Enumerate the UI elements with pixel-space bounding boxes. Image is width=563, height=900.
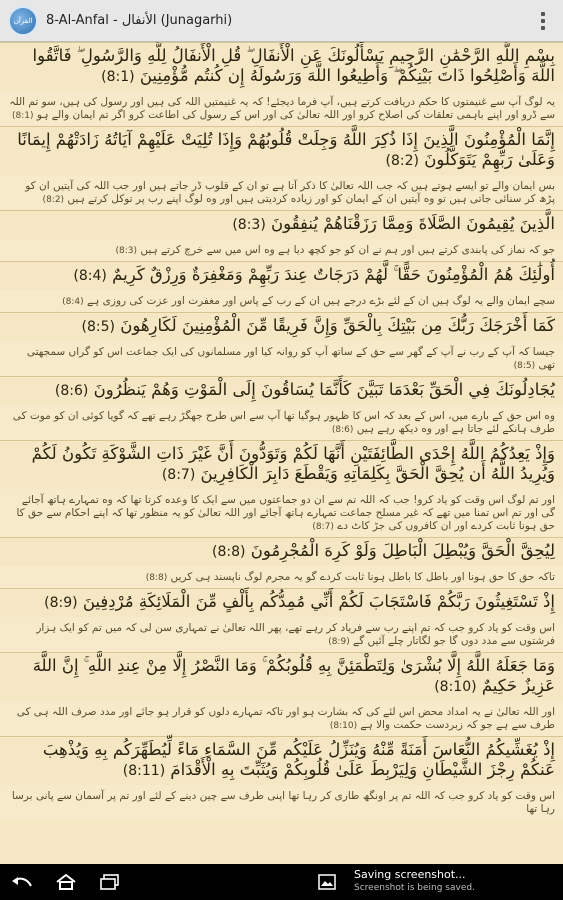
screenshot-notification[interactable] [354,868,475,894]
verse-row[interactable] [0,440,563,537]
translation-text: تاکہ حق کا حق ہونا اور باطل کا باطل ہونا ثابت کردے گو یہ مجرم لوگ ناپسند ہی کریں [170,571,555,583]
verse-number: (8:9) [44,595,78,611]
verse-row[interactable] [0,312,563,376]
verse-number: (8:11) [122,763,166,779]
overflow-menu-icon[interactable] [531,9,555,33]
verse-number: (8:6) [54,383,89,399]
urdu-translation [0,617,563,652]
action-bar [0,0,563,42]
arabic-text: لِيُحِقَّ الْحَقَّ وَيُبْطِلَ الْبَاطِلَ وَلَوْ كَرِهَ الْمُجْرِمُونَ [250,541,555,560]
verse-row[interactable] [0,261,563,312]
verse-row[interactable] [0,588,563,652]
verse-row[interactable] [0,537,563,588]
urdu-translation [0,701,563,736]
verse-row[interactable] [0,376,563,440]
translation-number: (8:6) [331,425,354,435]
verse-number: (8:3) [232,217,266,233]
arabic-text: أُولَٰئِكَ هُمُ الْمُؤْمِنُونَ حَقًّا ۚ لَّهُمْ دَرَجَاتٌ عِندَ رَبِّهِمْ وَمَغْفِرَةٌ وَرِزْقٌ كَرِيمٌ [112,265,555,284]
verse-row[interactable] [0,126,563,210]
translation-text: اور تم لوگ اس وقت کو یاد کرو! جب کہ اللہ تم سے ان دو جماعتوں میں سے ایک کا وعده کرتا تھا کہ وه تمہارے ہاتھ آجائے گی اور تم اس تمنا میں تھے کہ غیر مسلح جماعت تمہارے ہاتھ آجائے اور اللہ تعالیٰ کو یہ منظور تھا کہ اپنے احکام سے حق کا حق ہونا ثابت کردے اور ان کافروں کی جڑ کاٹ دے [16,494,555,532]
verse-row[interactable] [0,652,563,736]
screenshot-icon [318,874,336,890]
urdu-translation [0,785,563,820]
arabic-text: الَّذِينَ يُقِيمُونَ الصَّلَاةَ وَمِمَّا رَزَقْنَاهُمْ يُنفِقُونَ [271,214,555,233]
arabic-text: يُجَادِلُونَكَ فِي الْحَقِّ بَعْدَمَا تَبَيَّنَ كَأَنَّمَا يُسَاقُونَ إِلَى الْمَوْتِ وَهُمْ يَنظُرُونَ [93,380,555,399]
back-icon[interactable] [0,864,44,900]
urdu-translation [0,91,563,126]
translation-text: بس ایمان والے تو ایسے ہوتے ہیں کہ جب اللہ تعالیٰ کا ذکر آتا ہے تو ان کے قلوب ڈر جاتے ہیں اور جب اللہ کی آیتیں ان کو پڑھ کر سنائی جاتی ہیں تو وه آیتیں ان کے ایمان کو اور زیاده کردیتی ہیں اور وه لوگ اپنے رب پر توکل کرتے ہیں [25,180,555,205]
verse-number: (8:7) [161,467,196,483]
urdu-translation [0,489,563,537]
translation-number: (8:9) [328,637,350,647]
notification-title: Saving screenshot... [354,868,466,881]
verse-list[interactable] [0,42,563,864]
translation-text: اور اللہ تعالیٰ نے یہ امداد محض اس لئے کی کہ بشارت ہو اور تاکہ تمہارے دلوں کو قرار ہو جائے اور مدد صرف اللہ ہی کی طرف سے ہے جو کہ زبردست حکمت والا ہے [16,706,555,731]
arabic-verse [0,261,563,290]
page-title: 8-Al-Anfal - الأنفال (Junagarhi) [46,13,233,28]
arabic-verse [0,588,563,617]
arabic-verse [0,376,563,405]
arabic-verse [0,312,563,341]
urdu-translation [0,290,563,312]
arabic-text: إِذْ تَسْتَغِيثُونَ رَبَّكُمْ فَاسْتَجَابَ لَكُمْ أَنِّي مُمِدُّكُم بِأَلْفٍ مِّنَ الْمَلَائِكَةِ مُرْدِفِينَ [82,592,555,611]
system-navigation-bar [0,864,563,900]
urdu-translation [0,175,563,210]
translation-text: اس وقت کو یاد کرو جب کہ اللہ تم پر اونگھ طاری کر رہا تھا اپنی طرف سے چین دینے کے لئے اور تم پر آسمان سے پانی برسا رہا تھا [11,790,555,815]
translation-number: (8:8) [145,573,168,583]
verse-row[interactable] [0,210,563,261]
translation-text: یہ لوگ آپ سے غنیمتوں کا حکم دریافت کرتے ہیں، آپ فرما دیجئے! کہ یہ غنیمتیں اللہ کی ہیں اور رسول کی ہیں، سو تم اللہ سے ڈرو اور اپنے باہمی تعلقات کی اصلاح کرو اور اللہ تعالیٰ کی اور اس کے رسول کی اطاعت کرو اگر تم ایمان والے ہو [9,96,555,121]
recent-apps-icon[interactable] [88,864,132,900]
arabic-verse [0,42,563,91]
arabic-text: وَمَا جَعَلَهُ اللَّهُ إِلَّا بُشْرَىٰ وَلِتَطْمَئِنَّ بِهِ قُلُوبُكُمْ ۚ وَمَا النَّصْرُ إِلَّا مِنْ عِندِ اللَّهِ ۚ إِنَّ اللَّهَ عَزِيزٌ حَكِيمٌ [32,656,555,695]
arabic-verse [0,126,563,175]
urdu-translation [0,566,563,588]
app-logo-text: القرآن [13,16,33,25]
verse-number: (8:1) [101,69,135,85]
translation-number: (8:1) [12,111,34,121]
urdu-translation [0,405,563,440]
verse-number: (8:10) [434,679,477,695]
arabic-verse [0,440,563,489]
arabic-text: إِنَّمَا الْمُؤْمِنُونَ الَّذِينَ إِذَا ذُكِرَ اللَّهُ وَجِلَتْ قُلُوبُهُمْ وَإِذَا تُلِيَتْ عَلَيْهِمْ آيَاتُهُ زَادَتْهُمْ إِيمَانًا وَعَلَىٰ رَبِّهِمْ يَتَوَكَّلُونَ [17,130,555,169]
translation-number: (8:10) [329,721,358,731]
verse-number: (8:5) [81,319,115,335]
arabic-text: بِسْمِ اللَّهِ الرَّحْمَٰنِ الرَّحِيمِ يَسْأَلُونَكَ عَنِ الْأَنفَالِ ۖ قُلِ الْأَنفَالُ لِلَّهِ وَالرَّسُولِ ۖ فَاتَّقُوا اللَّهَ وَأَصْلِحُوا ذَاتَ بَيْنِكُمْ ۖ وَأَطِيعُوا اللَّهَ وَرَسُولَهُ إِن كُنتُم مُّؤْمِنِينَ [32,46,555,85]
notification-subtitle: Screenshot is being saved. [354,883,475,893]
translation-number: (8:3) [115,246,137,256]
translation-number: (8:5) [513,361,536,371]
translation-number: (8:2) [42,195,65,205]
arabic-verse [0,736,563,785]
urdu-translation [0,239,563,261]
arabic-text: إِذْ يُغَشِّيكُمُ النُّعَاسَ أَمَنَةً مِّنْهُ وَيُنَزِّلُ عَلَيْكُم مِّنَ السَّمَاءِ مَاءً لِّيُطَهِّرَكُم بِهِ وَيُذْهِبَ عَنكُمْ رِجْزَ الشَّيْطَانِ وَلِيَرْبِطَ عَلَىٰ قُلُوبِكُمْ وَيُثَبِّتَ بِهِ الْأَقْدَامَ [42,740,555,779]
arabic-verse [0,652,563,701]
translation-number: (8:4) [62,297,84,307]
verse-row[interactable] [0,42,563,126]
translation-text: وه اس حق کے بارے میں، اس کے بعد کہ اس کا ظہور ہوگیا تھا آپ سے اس طرح جھگڑ رہے تھے کہ گویا کوئی ان کو موت کی طرف ہانکے لئے جاتا ہے اور وه دیکھ رہے ہیں [12,410,555,435]
verse-number: (8:4) [73,268,107,284]
translation-text: سچے ایمان والے یہ لوگ ہیں ان کے لئے بڑے درجے ہیں ان کے رب کے پاس اور مغفرت اور عزت کی روزی ہے [87,295,555,307]
arabic-verse [0,210,563,239]
urdu-translation [0,341,563,376]
verse-row[interactable] [0,736,563,820]
translation-text: جو کہ نماز کی پابندی کرتے ہیں اور ہم نے ان کو جو کچھ دیا ہے وه اس میں سے خرچ کرتے ہیں [140,244,555,256]
translation-text: جیسا کہ آپ کے رب نے آپ کے گھر سے حق کے ساتھ آپ کو روانہ کیا اور مسلمانوں کی ایک جماعت اس کو گراں سمجھتی تھی [26,346,555,371]
arabic-text: وَإِذْ يَعِدُكُمُ اللَّهُ إِحْدَى الطَّائِفَتَيْنِ أَنَّهَا لَكُمْ وَتَوَدُّونَ أَنَّ غَيْرَ ذَاتِ الشَّوْكَةِ تَكُونُ لَكُمْ وَيُرِيدُ اللَّهُ أَن يُحِقَّ الْحَقَّ بِكَلِمَاتِهِ وَيَقْطَعَ دَابِرَ الْكَافِرِينَ [31,444,555,483]
translation-text: اس وقت کو یاد کرو جب کہ تم اپنے رب سے فریاد کر رہے تھے، پھر اللہ تعالیٰ نے تمہاری سن لی کہ میں تم کو ایک ہزار فرشتوں سے مدد دوں گا جو لگاتار چلے آئیں گے [36,622,555,647]
arabic-text: كَمَا أَخْرَجَكَ رَبُّكَ مِن بَيْتِكَ بِالْحَقِّ وَإِنَّ فَرِيقًا مِّنَ الْمُؤْمِنِينَ لَكَارِهُونَ [120,316,555,335]
translation-number: (8:7) [312,522,334,532]
verse-number: (8:8) [212,544,246,560]
arabic-verse [0,537,563,566]
app-logo-icon[interactable] [8,6,38,36]
home-icon[interactable] [44,864,88,900]
verse-number: (8:2) [385,153,420,169]
